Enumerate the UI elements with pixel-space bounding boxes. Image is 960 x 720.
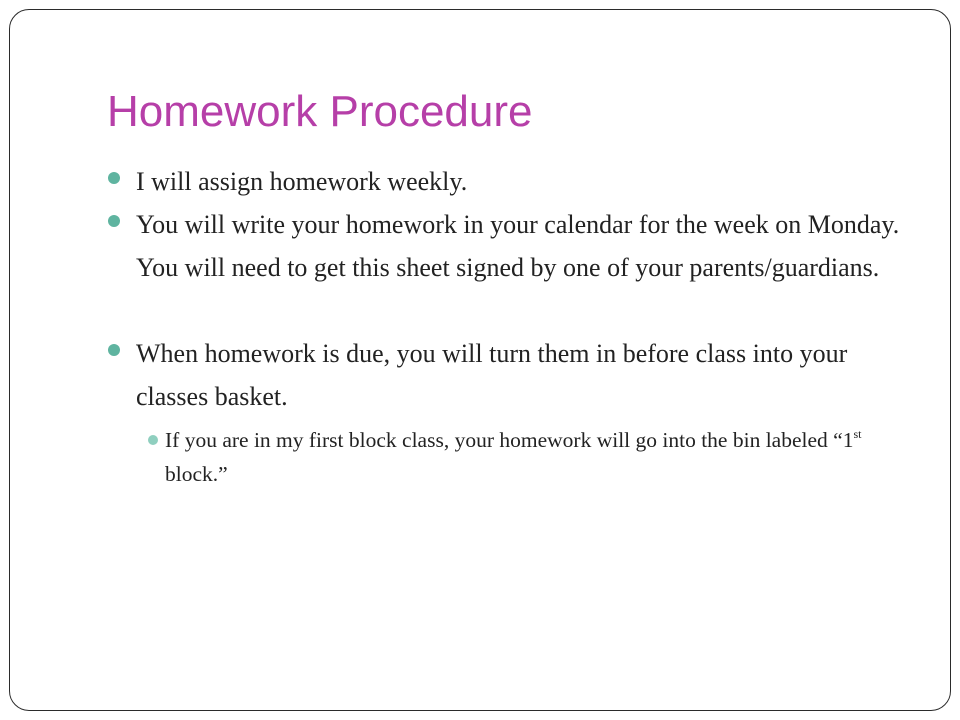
bullet-dot-icon (108, 215, 120, 227)
superscript: st (853, 427, 862, 441)
bullet-item (107, 332, 907, 418)
slide-title: Homework Procedure (107, 87, 533, 136)
bullet-item (107, 203, 907, 289)
bullet-item (107, 160, 907, 203)
sub-bullet-text-after: block.” (165, 462, 228, 486)
slide-body (107, 160, 907, 491)
bullet-dot-icon (108, 344, 120, 356)
sub-bullet-text-before: If you are in my first block class, your homework will go into the bin labeled “1 (165, 428, 854, 452)
bullet-text: When homework is due, you will turn them in before class into your classes basket. (136, 339, 848, 411)
bullet-text: I will assign homework weekly. (136, 167, 468, 196)
sub-bullet-dot-icon (148, 435, 158, 445)
bullet-text: You will write your homework in your calendar for the week on Monday. You will need to get this sheet signed by one of your parents/guardians. (136, 210, 900, 282)
sub-bullet-item (136, 423, 907, 491)
bullet-dot-icon (108, 172, 120, 184)
